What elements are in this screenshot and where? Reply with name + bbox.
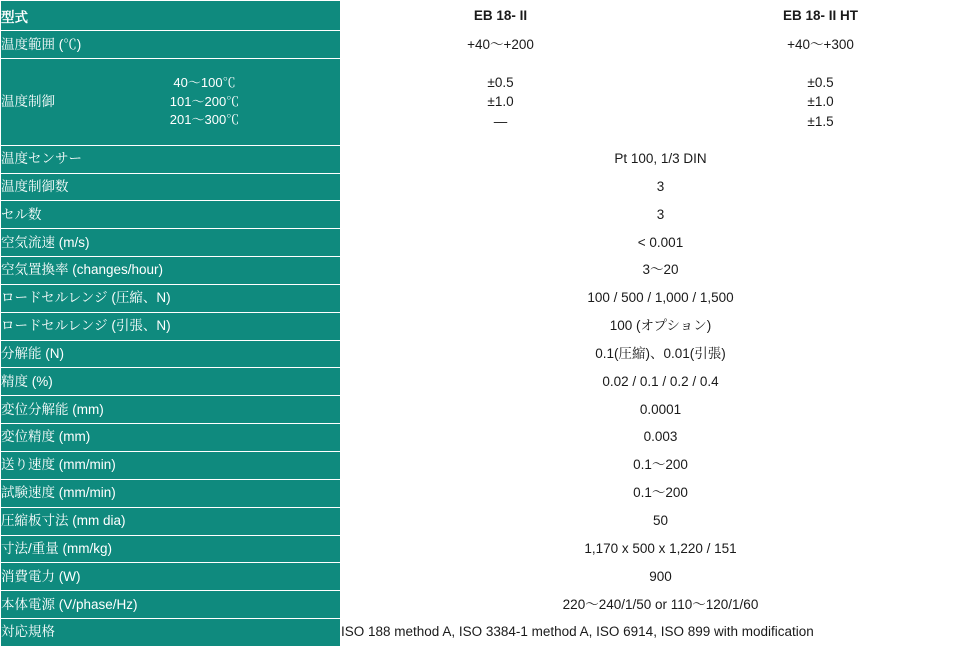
row-label-temperature-range: 温度範囲 (℃) [1, 31, 341, 59]
table-row [1, 563, 980, 591]
row-label-accuracy-percent: 精度 (%) [1, 368, 341, 396]
tolerance-3-eb18ii: — [493, 113, 508, 129]
row-value-platen-dimension: 50 [341, 507, 980, 535]
row-value-loadcell-range-tension: 100 (オプション) [341, 312, 980, 340]
table-row [1, 424, 980, 452]
table-header-row [1, 1, 980, 31]
row-label-platen-dimension: 圧縮板寸法 (mm dia) [1, 507, 341, 535]
tolerance-1-eb18ii: ±0.5 [487, 74, 514, 90]
tolerance-2-eb18ii: ±1.0 [487, 94, 514, 110]
subrange-1: 40〜100℃ [173, 74, 236, 90]
table-row [1, 201, 980, 229]
row-label-displacement-resolution: 変位分解能 (mm) [1, 396, 341, 424]
subrange-2: 101〜200℃ [169, 93, 240, 109]
row-value-cell-count: 3 [341, 201, 980, 229]
table-row [1, 173, 980, 201]
row-value-standards: ISO 188 method A, ISO 3384-1 method A, ISO 6914, ISO 899 with modification [341, 619, 980, 647]
table-row [1, 229, 980, 257]
table-row [1, 31, 980, 59]
row-label-standards: 対応規格 [1, 619, 341, 647]
tolerance-2-eb18iiht: ±1.0 [807, 94, 834, 110]
row-value-accuracy-percent: 0.02 / 0.1 / 0.2 / 0.4 [341, 368, 980, 396]
row-label-dimensions-weight: 寸法/重量 (mm/kg) [1, 535, 341, 563]
row-label-cell-count: セル数 [1, 201, 341, 229]
column-header-eb18iiht: EB 18- II HT [661, 1, 980, 31]
row-label-feed-speed: 送り速度 (mm/min) [1, 452, 341, 480]
row-label-temperature-control-count: 温度制御数 [1, 173, 341, 201]
row-value-temperature-range-eb18iiht: +40〜+300 [661, 31, 980, 59]
row-label-air-changes: 空気置換率 (changes/hour) [1, 257, 341, 285]
row-value-air-velocity: < 0.001 [341, 229, 980, 257]
column-header-model: 型式 [1, 1, 341, 31]
row-label-temperature-control [1, 59, 341, 145]
row-value-temperature-control-eb18ii [341, 59, 661, 145]
tolerance-3-eb18iiht: ±1.5 [807, 113, 834, 129]
row-label-temperature-control-subranges [69, 74, 340, 131]
row-label-air-velocity: 空気流速 (m/s) [1, 229, 341, 257]
row-label-power-consumption: 消費電力 (W) [1, 563, 341, 591]
row-value-displacement-accuracy: 0.003 [341, 424, 980, 452]
table-row [1, 368, 980, 396]
row-value-temperature-control-count: 3 [341, 173, 980, 201]
table-row [1, 535, 980, 563]
tolerance-1-eb18iiht: ±0.5 [807, 74, 834, 90]
row-label-temperature-sensor: 温度センサー [1, 145, 341, 173]
row-value-resolution-n: 0.1(圧縮)、0.01(引張) [341, 340, 980, 368]
row-label-temperature-control-title: 温度制御 [1, 93, 55, 109]
row-value-displacement-resolution: 0.0001 [341, 396, 980, 424]
table-row [1, 59, 980, 145]
table-row [1, 452, 980, 480]
table-row [1, 340, 980, 368]
row-label-resolution-n: 分解能 (N) [1, 340, 341, 368]
column-header-eb18ii: EB 18- II [341, 1, 661, 31]
row-label-loadcell-range-compression: ロードセルレンジ (圧縮、N) [1, 284, 341, 312]
table-row [1, 507, 980, 535]
row-label-loadcell-range-tension: ロードセルレンジ (引張、N) [1, 312, 341, 340]
table-row [1, 257, 980, 285]
subrange-3: 201〜300℃ [169, 112, 240, 128]
table-row [1, 591, 980, 619]
row-value-dimensions-weight: 1,170 x 500 x 1,220 / 151 [341, 535, 980, 563]
table-row [1, 479, 980, 507]
row-value-test-speed: 0.1〜200 [341, 479, 980, 507]
row-value-air-changes: 3〜20 [341, 257, 980, 285]
row-value-feed-speed: 0.1〜200 [341, 452, 980, 480]
row-value-loadcell-range-compression: 100 / 500 / 1,000 / 1,500 [341, 284, 980, 312]
table-row [1, 312, 980, 340]
row-label-displacement-accuracy: 変位精度 (mm) [1, 424, 341, 452]
row-value-power-supply: 220〜240/1/50 or 110〜120/1/60 [341, 591, 980, 619]
row-label-power-supply: 本体電源 (V/phase/Hz) [1, 591, 341, 619]
row-value-temperature-range-eb18ii: +40〜+200 [341, 31, 661, 59]
row-value-power-consumption: 900 [341, 563, 980, 591]
table-row [1, 619, 980, 647]
table-row [1, 396, 980, 424]
table-row [1, 284, 980, 312]
row-label-test-speed: 試験速度 (mm/min) [1, 479, 341, 507]
row-value-temperature-control-eb18iiht [661, 59, 980, 145]
row-value-temperature-sensor: Pt 100, 1/3 DIN [341, 145, 980, 173]
table-row [1, 145, 980, 173]
